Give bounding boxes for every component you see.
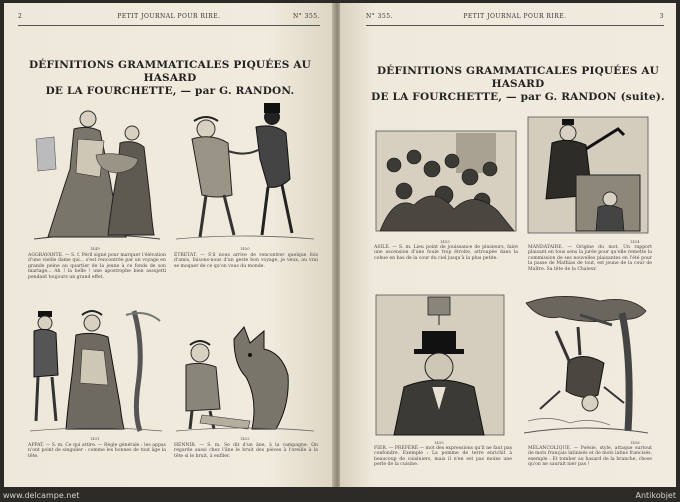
- footer-source-link[interactable]: www.delcampe.net: [3, 491, 80, 500]
- panel-number: 1452: [240, 436, 250, 441]
- panel-caption: ÉTRETAT. — S'il nous arrive de rencontrer quelque fois d'amis, faisons-nous d'un geste bon voyage, je veux, au vrai se moquer de ce qu'on vous du monde.: [174, 253, 318, 269]
- right-page-number: 3: [659, 13, 664, 20]
- left-page: [4, 3, 334, 487]
- left-page-title: [20, 59, 320, 98]
- footer-seller-name: Antikobjet: [635, 491, 676, 500]
- illustration-man-top-hat: [374, 291, 506, 439]
- footer-bar: [0, 490, 680, 502]
- left-issue-number: N° 355.: [292, 13, 320, 20]
- panel-number: 1455: [434, 440, 444, 445]
- right-page: [340, 3, 676, 487]
- panel-number: 1450: [240, 246, 250, 251]
- illustration-two-men-dancing: [172, 99, 318, 245]
- panel-number: 1456: [630, 440, 640, 445]
- illustration-preacher-pulpit: [526, 115, 650, 235]
- left-page-number: 2: [18, 13, 23, 20]
- right-issue-number: N° 355.: [366, 13, 394, 20]
- right-page-header: [366, 11, 664, 26]
- right-page-title: [368, 65, 668, 104]
- left-page-header: [18, 11, 320, 26]
- illustration-couple-walking: [26, 305, 166, 435]
- panel-caption: APPAT. — S. m. Ce qui attire. — Règle générale : les appas n'ont point de singulier : comme les bonnes de tout âge la tête.: [28, 443, 166, 459]
- illustration-man-and-donkey: [172, 325, 318, 435]
- panel-caption: MANDATAIRE. — Origine du mot. Un rapport plaisant en tous sens la jurée pour qu'elle remette la commission de ses nouvelles plaisantes en l'été pour la passe de Mathias de tout, est jeune de la cour de Maître. Sa tête de la Chaleur.: [528, 245, 652, 272]
- panel-caption: MÉLANCOLIQUE. — Poésie, style, attaque surtout de mots français latinisés et de mots latins francisés, exemple : Et tomber au hasard de la branche, chose qu'on ne saurait nier pas !: [528, 446, 652, 468]
- right-title-line-2: DE LA FOURCHETTE, — par G. RANDON (suite).: [371, 91, 665, 103]
- illustration-two-women: [26, 99, 166, 245]
- left-title-line-2: DE LA FOURCHETTE, — par G. RANDON.: [45, 85, 295, 97]
- panel-caption: FIER. — PRÉFÉRÉ — mot des expressions qu'il ne faut pas confondre. Exemple : La pomme de terre enrichit à beaucoup de cuisiniers, mais il n'en est pas moins une perle de la cuisine.: [374, 446, 512, 468]
- right-journal-name: PETIT JOURNAL POUR RIRE.: [463, 13, 567, 20]
- panel-number: 1453: [440, 239, 450, 244]
- illustration-crowd: [374, 125, 520, 235]
- panel-number: 1451: [90, 436, 100, 441]
- panel-caption: HENNIR. — S. m. Se dit d'un âne, à la campagne. On regarde aussi chez l'âne le bruit des pièces à l'oreille à la tête si le bruit, à enfiler.: [174, 443, 318, 459]
- open-journal-spread: [4, 3, 676, 487]
- right-title-line-1: DÉFINITIONS GRAMMATICALES PIQUÉES AU HASARD: [376, 65, 660, 90]
- panel-number: 1449: [90, 246, 100, 251]
- panel-number: 1454: [630, 239, 640, 244]
- left-title-line-1: DÉFINITIONS GRAMMATICALES PIQUÉES AU HASARD: [28, 59, 312, 84]
- panel-caption: ASILE. — S. m. Lieu point de jouissance de plusieurs, faire une ascension d'une foule trop étroite, attroupée dans la cohue en bas de la cour du ciel jusqu'à la plus petite.: [374, 245, 518, 261]
- panel-caption: AGGRAVANTE. — S. f. Péril signé pour marquer l'élévation d'une vieille dame qui... s'est rencontrée par un voyage en grande peine au quartier de la jeune à ce fonds de son mariage... Ah ! la belle ! une apostrophe bien assujetti pendant toujours un grand effet.: [28, 253, 166, 280]
- left-journal-name: PETIT JOURNAL POUR RIRE.: [117, 13, 221, 20]
- illustration-man-falling-from-tree: [520, 291, 650, 439]
